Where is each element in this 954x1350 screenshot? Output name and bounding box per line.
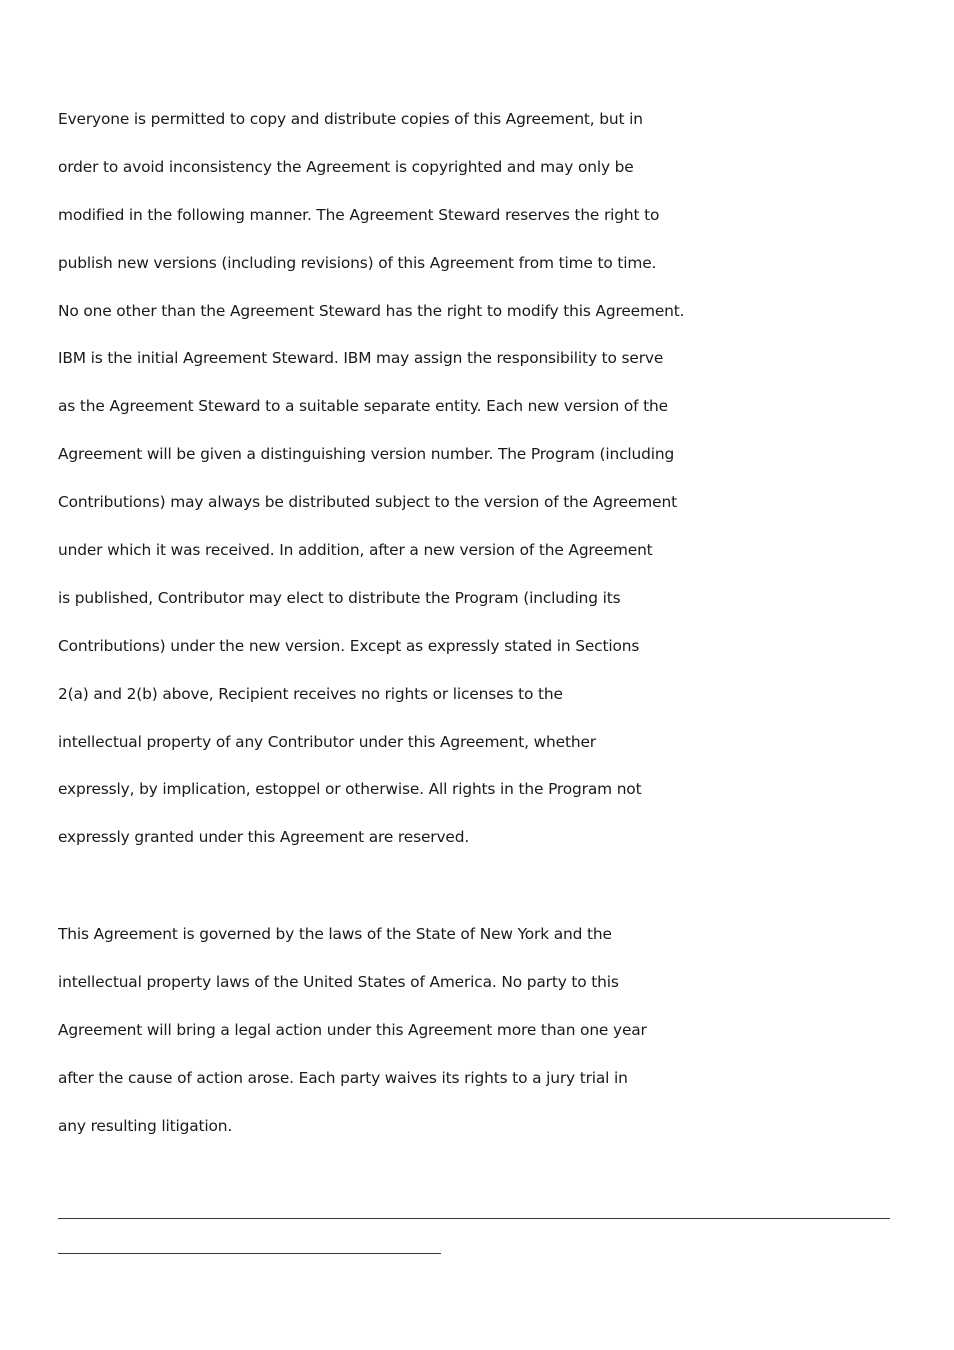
text-line: expressly granted under this Agreement are reserved. bbox=[58, 828, 470, 847]
text-line: order to avoid inconsistency the Agreement is copyrighted and may only be bbox=[58, 157, 634, 176]
text-line: Everyone is permitted to copy and distribute copies of this Agreement, but in bbox=[58, 110, 643, 128]
text-line: Contributions) under the new version. Except as expressly stated in Sections bbox=[58, 636, 640, 655]
text-line: expressly, by implication, estoppel or otherwise. All rights in the Program not bbox=[58, 780, 642, 799]
paragraph-governing-law bbox=[58, 922, 647, 1161]
text-line: IBM is the initial Agreement Steward. IBM may assign the responsibility to serve bbox=[58, 349, 664, 368]
text-line: intellectual property of any Contributor under this Agreement, whether bbox=[58, 732, 596, 751]
text-line: modified in the following manner. The Agreement Steward reserves the right to bbox=[58, 205, 660, 224]
text-line: under which it was received. In addition, after a new version of the Agreement bbox=[58, 541, 653, 560]
text-line: Contributions) may always be distributed subject to the version of the Agreement bbox=[58, 493, 677, 512]
text-line: Agreement will bring a legal action under this Agreement more than one year bbox=[58, 1020, 647, 1039]
text-line: after the cause of action arose. Each party waives its rights to a jury trial in bbox=[58, 1068, 628, 1087]
text-line: publish new versions (including revisions) of this Agreement from time to time. bbox=[58, 253, 657, 272]
divider-rule-short bbox=[58, 1253, 441, 1254]
text-line: This Agreement is governed by the laws of the State of New York and the bbox=[58, 925, 612, 943]
text-line: is published, Contributor may elect to distribute the Program (including its bbox=[58, 588, 621, 607]
text-line: any resulting litigation. bbox=[58, 1116, 233, 1135]
text-line: as the Agreement Steward to a suitable separate entity. Each new version of the bbox=[58, 397, 668, 416]
text-line: 2(a) and 2(b) above, Recipient receives no rights or licenses to the bbox=[58, 684, 563, 703]
divider-rule bbox=[58, 1218, 890, 1219]
paragraph-agreement-versions bbox=[58, 107, 684, 873]
text-line: Agreement will be given a distinguishing version number. The Program (including bbox=[58, 445, 675, 464]
text-line: intellectual property laws of the United States of America. No party to this bbox=[58, 972, 619, 991]
text-line: No one other than the Agreement Steward has the right to modify this Agreement. bbox=[58, 301, 685, 320]
